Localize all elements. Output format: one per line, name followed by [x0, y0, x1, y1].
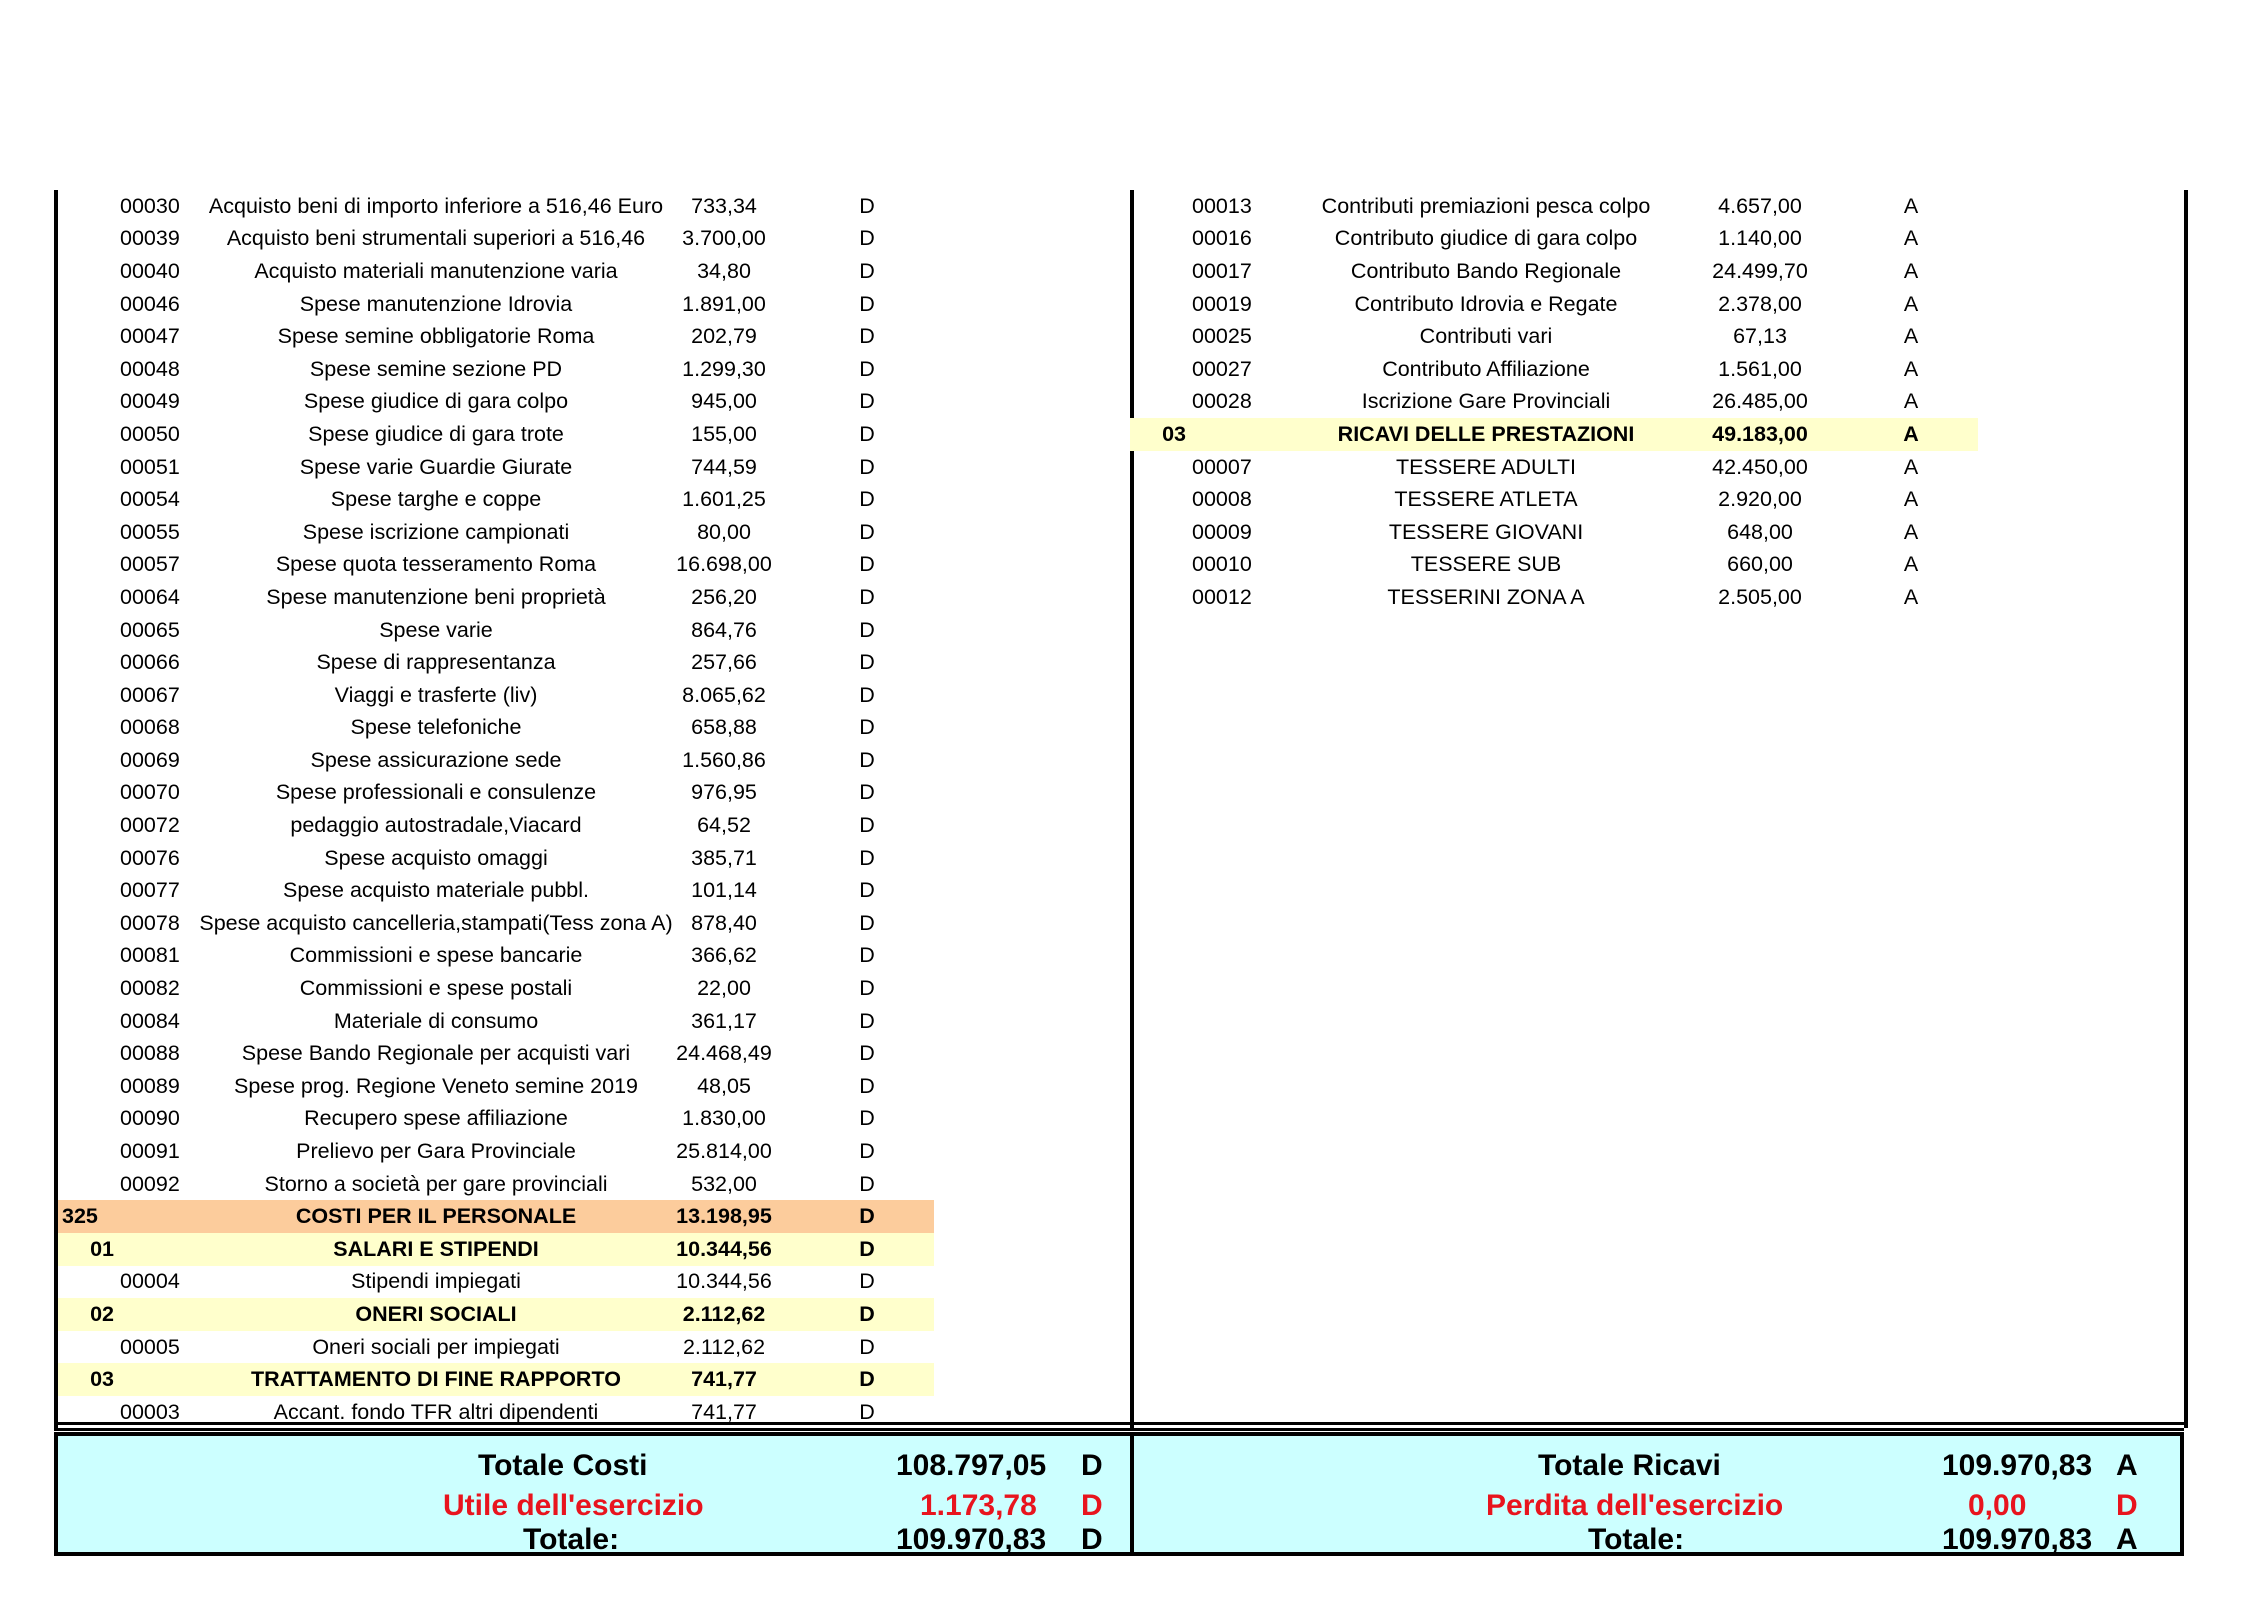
account-amount: 660,00 [1727, 552, 1793, 577]
row-code-cell [1186, 418, 1296, 451]
account-amount: 945,00 [691, 389, 757, 414]
account-sign: D [859, 976, 875, 1001]
account-amount: 22,00 [697, 976, 751, 1001]
account-amount: 24.499,70 [1712, 258, 1808, 283]
account-amount: 1.830,00 [682, 1106, 766, 1131]
totale-ricavi-label: Totale Ricavi [1538, 1449, 1721, 1482]
account-description: Stipendi impiegati [351, 1269, 521, 1294]
account-description: Recupero spese affiliazione [304, 1106, 568, 1131]
account-description: Spese professionali e consulenze [275, 780, 597, 805]
account-sign: A [1903, 389, 1919, 414]
account-amount: 16.698,00 [676, 552, 772, 577]
row-lead-cell [1130, 516, 1186, 549]
account-amount: 741,77 [691, 1399, 757, 1424]
account-sign: D [859, 1041, 875, 1066]
account-amount: 42.450,00 [1712, 454, 1808, 479]
account-code: 00047 [120, 324, 180, 349]
row-lead-cell [58, 581, 114, 614]
account-code: 00010 [1192, 552, 1252, 577]
row-lead-cell [58, 1103, 114, 1136]
account-sign: D [859, 1399, 875, 1424]
totale-costi-amount: 108.797,05 [896, 1449, 1047, 1482]
account-sign: D [859, 324, 875, 349]
row-lead-cell [58, 874, 114, 907]
account-code: 00065 [120, 617, 180, 642]
account-sign: D [859, 389, 875, 414]
row-lead-cell [58, 190, 114, 223]
totale-left-amount: 109.970,83 [896, 1523, 1047, 1556]
totale-right-label: Totale: [1588, 1523, 1685, 1556]
subgroup-code: 03 [1130, 418, 1186, 451]
account-sign: A [1903, 258, 1919, 283]
group-description: RICAVI DELLE PRESTAZIONI [1296, 418, 1676, 451]
account-description: Spese targhe e coppe [330, 487, 542, 512]
account-amount: 532,00 [691, 1171, 757, 1196]
account-code: 00046 [120, 291, 180, 316]
utile-amount: 1.173,78 [920, 1489, 1037, 1522]
account-description: TESSERE ATLETA [1394, 487, 1578, 512]
row-lead-cell [58, 646, 114, 679]
account-amount: 366,62 [691, 943, 757, 968]
account-sign: D [859, 650, 875, 675]
row-lead-cell [1130, 320, 1186, 353]
account-code: 00069 [120, 747, 180, 772]
utile-sign: D [1081, 1489, 1103, 1522]
account-code: 00054 [120, 487, 180, 512]
account-amount: 648,00 [1727, 519, 1793, 544]
account-description: Spese semine obbligatorie Roma [277, 324, 595, 349]
account-sign: D [859, 552, 875, 577]
account-code: 00039 [120, 226, 180, 251]
account-sign: D [800, 1233, 934, 1266]
account-code: 00050 [120, 421, 180, 446]
row-lead-cell [58, 288, 114, 321]
account-sign: D [859, 845, 875, 870]
account-code: 00067 [120, 682, 180, 707]
account-code: 00017 [1192, 258, 1252, 283]
account-sign: D [859, 519, 875, 544]
account-sign: D [859, 715, 875, 740]
account-description: Spese semine sezione PD [309, 356, 563, 381]
account-amount: 2.505,00 [1718, 584, 1802, 609]
group-code: 325 [58, 1200, 114, 1233]
account-sign: D [859, 291, 875, 316]
account-sign: D [859, 943, 875, 968]
account-code: 00013 [1192, 193, 1252, 218]
account-description: Contributi premiazioni pesca colpo [1321, 193, 1651, 218]
row-code-cell [114, 1298, 224, 1331]
account-sign: A [1903, 454, 1919, 479]
totale-costi-sign: D [1081, 1449, 1103, 1482]
row-lead-cell [58, 418, 114, 451]
account-code: 00066 [120, 650, 180, 675]
account-code: 00070 [120, 780, 180, 805]
account-amount: 8.065,62 [682, 682, 766, 707]
account-amount: 34,80 [697, 258, 751, 283]
account-code: 00078 [120, 910, 180, 935]
account-sign: D [859, 1106, 875, 1131]
row-lead-cell [58, 777, 114, 810]
costs-grid [58, 190, 934, 1429]
account-amount: 385,71 [691, 845, 757, 870]
row-lead-cell [58, 353, 114, 386]
account-sign: D [800, 1298, 934, 1331]
row-lead-cell [1130, 255, 1186, 288]
account-description: Spese assicurazione sede [310, 747, 562, 772]
subgroup-code: 03 [58, 1363, 114, 1396]
account-sign: A [1903, 552, 1919, 577]
account-description: Spese prog. Regione Veneto semine 2019 [233, 1073, 639, 1098]
row-lead-cell [58, 1037, 114, 1070]
account-amount: 864,76 [691, 617, 757, 642]
account-sign: D [859, 487, 875, 512]
group-description: COSTI PER IL PERSONALE [224, 1200, 648, 1233]
account-sign: D [859, 780, 875, 805]
account-sign: D [859, 617, 875, 642]
row-lead-cell [1130, 549, 1186, 582]
account-description: Contributo Affiliazione [1382, 356, 1590, 381]
account-description: Spese Bando Regionale per acquisti vari [241, 1041, 631, 1066]
account-description: Oneri sociali per impiegati [312, 1334, 560, 1359]
totale-costi-label: Totale Costi [478, 1449, 648, 1482]
row-lead-cell [58, 842, 114, 875]
account-amount: 733,34 [691, 193, 757, 218]
row-lead-cell [58, 451, 114, 484]
double-rule-divider [54, 1422, 2184, 1431]
account-sign: D [859, 682, 875, 707]
account-description: pedaggio autostradale,Viacard [290, 813, 582, 838]
account-amount: 2.112,62 [648, 1298, 800, 1331]
account-sign: D [859, 910, 875, 935]
account-amount: 155,00 [691, 421, 757, 446]
row-lead-cell [58, 614, 114, 647]
group-description: SALARI E STIPENDI [224, 1233, 648, 1266]
account-sign: A [1903, 356, 1919, 381]
account-code: 00003 [120, 1399, 180, 1424]
account-description: Spese acquisto cancelleria,stampati(Tess zona A) [199, 910, 673, 935]
revenues-table [1130, 190, 2188, 1428]
row-lead-cell [58, 1135, 114, 1168]
account-code: 00048 [120, 356, 180, 381]
row-lead-cell [1130, 223, 1186, 256]
account-amount: 1.560,86 [682, 747, 766, 772]
account-description: Spese giudice di gara colpo [303, 389, 569, 414]
account-description: Prelievo per Gara Provinciale [296, 1139, 576, 1164]
account-description: Contributi vari [1419, 324, 1553, 349]
row-lead-cell [58, 679, 114, 712]
row-lead-cell [1130, 353, 1186, 386]
account-amount: 64,52 [697, 813, 751, 838]
account-code: 00084 [120, 1008, 180, 1033]
account-description: Spese giudice di gara trote [308, 421, 564, 446]
account-sign: D [859, 356, 875, 381]
account-code: 00040 [120, 258, 180, 283]
row-lead-cell [58, 940, 114, 973]
row-lead-cell [58, 516, 114, 549]
account-code: 00064 [120, 584, 180, 609]
account-sign: D [859, 813, 875, 838]
row-lead-cell [58, 223, 114, 256]
account-code: 00055 [120, 519, 180, 544]
revenues-grid [1130, 190, 2184, 614]
account-description: Spese quota tesseramento Roma [275, 552, 597, 577]
account-description: Accant. fondo TFR altri dipendenti [273, 1399, 599, 1424]
totale-final-row [58, 1520, 2180, 1560]
row-lead-cell [58, 1005, 114, 1038]
totale-left-sign: D [1081, 1523, 1103, 1556]
account-code: 00012 [1192, 584, 1252, 609]
account-description: Spese manutenzione Idrovia [299, 291, 573, 316]
account-amount: 1.561,00 [1718, 356, 1802, 381]
account-sign: D [800, 1363, 934, 1396]
row-lead-cell [1130, 451, 1186, 484]
account-code: 00049 [120, 389, 180, 414]
account-amount: 744,59 [691, 454, 757, 479]
account-description: Acquisto beni strumentali superiori a 516,46 [226, 226, 646, 251]
account-amount: 1.140,00 [1718, 226, 1802, 251]
account-code: 00007 [1192, 454, 1252, 479]
account-amount: 658,88 [691, 715, 757, 740]
account-amount: 1.299,30 [682, 356, 766, 381]
account-sign: D [859, 584, 875, 609]
row-code-cell [114, 1363, 224, 1396]
account-description: Iscrizione Gare Provinciali [1361, 389, 1611, 414]
account-sign: A [1903, 487, 1919, 512]
account-code: 00009 [1192, 519, 1252, 544]
row-lead-cell [1130, 581, 1186, 614]
row-lead-cell [58, 255, 114, 288]
account-code: 00090 [120, 1106, 180, 1131]
account-amount: 3.700,00 [682, 226, 766, 251]
account-code: 00057 [120, 552, 180, 577]
row-lead-cell [58, 1331, 114, 1364]
account-amount: 101,14 [691, 878, 757, 903]
account-amount: 361,17 [691, 1008, 757, 1033]
account-description: TESSERE GIOVANI [1388, 519, 1584, 544]
row-lead-cell [58, 744, 114, 777]
account-sign: D [859, 193, 875, 218]
account-description: TESSERE ADULTI [1395, 454, 1576, 479]
account-sign: D [859, 454, 875, 479]
row-lead-cell [58, 320, 114, 353]
row-lead-cell [58, 549, 114, 582]
account-amount: 256,20 [691, 584, 757, 609]
account-description: TESSERINI ZONA A [1387, 584, 1585, 609]
row-lead-cell [58, 386, 114, 419]
row-lead-cell [58, 712, 114, 745]
account-amount: 10.344,56 [676, 1269, 772, 1294]
account-sign: D [859, 1139, 875, 1164]
account-description: Viaggi e trasferte (liv) [334, 682, 538, 707]
perdita-sign: D [2116, 1489, 2138, 1522]
account-description: Commissioni e spese bancarie [289, 943, 583, 968]
account-code: 00092 [120, 1171, 180, 1196]
totale-left-label: Totale: [523, 1523, 620, 1556]
row-lead-cell [1130, 483, 1186, 516]
account-code: 00008 [1192, 487, 1252, 512]
row-lead-cell [58, 1266, 114, 1299]
account-sign: D [859, 1269, 875, 1294]
account-sign: A [1903, 584, 1919, 609]
account-code: 00068 [120, 715, 180, 740]
account-sign: D [859, 1171, 875, 1196]
account-description: TESSERE SUB [1410, 552, 1562, 577]
account-description: Spese acquisto materiale pubbl. [283, 878, 589, 903]
account-code: 00077 [120, 878, 180, 903]
account-amount: 4.657,00 [1718, 193, 1802, 218]
row-lead-cell [1130, 386, 1186, 419]
account-description: Storno a società per gare provinciali [264, 1171, 608, 1196]
account-description: Spese varie [379, 617, 493, 642]
account-amount: 878,40 [691, 910, 757, 935]
account-amount: 80,00 [697, 519, 751, 544]
row-lead-cell [58, 809, 114, 842]
account-description: Commissioni e spese postali [299, 976, 573, 1001]
row-code-cell [114, 1200, 224, 1233]
account-code: 00081 [120, 943, 180, 968]
account-code: 00076 [120, 845, 180, 870]
account-amount: 741,77 [648, 1363, 800, 1396]
row-lead-cell [58, 972, 114, 1005]
account-description: Contributo Bando Regionale [1350, 258, 1622, 283]
account-sign: A [1903, 324, 1919, 349]
account-amount: 25.814,00 [676, 1139, 772, 1164]
account-amount: 202,79 [691, 324, 757, 349]
account-description: Spese varie Guardie Giurate [299, 454, 573, 479]
totale-right-amount: 109.970,83 [1942, 1523, 2093, 1556]
row-lead-cell [58, 1070, 114, 1103]
account-sign: D [859, 878, 875, 903]
account-amount: 13.198,95 [648, 1200, 800, 1233]
row-lead-cell [58, 1168, 114, 1201]
row-lead-cell [1130, 288, 1186, 321]
account-code: 00005 [120, 1334, 180, 1359]
account-amount: 26.485,00 [1712, 389, 1808, 414]
account-code: 00030 [120, 193, 180, 218]
account-code: 00089 [120, 1073, 180, 1098]
subgroup-code: 02 [58, 1298, 114, 1331]
account-amount: 2.112,62 [682, 1334, 766, 1359]
account-sign: D [800, 1200, 934, 1233]
account-code: 00028 [1192, 389, 1252, 414]
account-amount: 257,66 [691, 650, 757, 675]
account-description: Materiale di consumo [333, 1008, 539, 1033]
account-description: Acquisto beni di importo inferiore a 516,46 Euro [208, 193, 664, 218]
account-sign: D [859, 421, 875, 446]
account-code: 00027 [1192, 356, 1252, 381]
account-amount: 67,13 [1733, 324, 1787, 349]
row-code-cell [114, 1233, 224, 1266]
account-sign: A [1844, 418, 1978, 451]
row-lead-cell [1130, 190, 1186, 223]
perdita-amount: 0,00 [1968, 1489, 2027, 1522]
account-sign: D [859, 747, 875, 772]
account-amount: 49.183,00 [1676, 418, 1844, 451]
account-code: 00088 [120, 1041, 180, 1066]
account-sign: D [859, 258, 875, 283]
account-amount: 1.891,00 [682, 291, 766, 316]
totale-right-sign: A [2116, 1523, 2138, 1556]
account-amount: 2.378,00 [1718, 291, 1802, 316]
account-description: Spese di rappresentanza [316, 650, 556, 675]
account-code: 00072 [120, 813, 180, 838]
account-code: 00051 [120, 454, 180, 479]
account-description: Spese manutenzione beni proprietà [266, 584, 606, 609]
account-sign: A [1903, 193, 1919, 218]
account-code: 00004 [120, 1269, 180, 1294]
account-sign: A [1903, 226, 1919, 251]
account-sign: D [859, 1334, 875, 1359]
account-amount: 976,95 [691, 780, 757, 805]
account-description: Spese telefoniche [350, 715, 522, 740]
totale-ricavi-amount: 109.970,83 [1942, 1449, 2093, 1482]
totale-ricavi-sign: A [2116, 1449, 2138, 1482]
costs-table [54, 190, 1134, 1428]
utile-label: Utile dell'esercizio [443, 1489, 704, 1522]
account-description: Acquisto materiali manutenzione varia [254, 258, 618, 283]
account-description: Spese iscrizione campionati [302, 519, 570, 544]
group-description: TRATTAMENTO DI FINE RAPPORTO [224, 1363, 648, 1396]
account-amount: 2.920,00 [1718, 487, 1802, 512]
account-code: 00025 [1192, 324, 1252, 349]
account-amount: 10.344,56 [648, 1233, 800, 1266]
account-code: 00091 [120, 1139, 180, 1164]
row-lead-cell [58, 907, 114, 940]
perdita-label: Perdita dell'esercizio [1486, 1489, 1784, 1522]
account-sign: D [859, 1073, 875, 1098]
subgroup-code: 01 [58, 1233, 114, 1266]
account-sign: D [859, 226, 875, 251]
account-amount: 1.601,25 [682, 487, 766, 512]
account-code: 00082 [120, 976, 180, 1001]
account-amount: 48,05 [697, 1073, 751, 1098]
account-sign: D [859, 1008, 875, 1033]
account-code: 00019 [1192, 291, 1252, 316]
account-sign: A [1903, 519, 1919, 544]
account-sign: A [1903, 291, 1919, 316]
totale-costi-row [58, 1446, 2180, 1486]
account-amount: 24.468,49 [676, 1041, 772, 1066]
account-description: Contributo giudice di gara colpo [1334, 226, 1638, 251]
account-description: Contributo Idrovia e Regate [1354, 291, 1618, 316]
group-description: ONERI SOCIALI [224, 1298, 648, 1331]
row-lead-cell [58, 483, 114, 516]
account-code: 00016 [1192, 226, 1252, 251]
totals-section [54, 1432, 2184, 1556]
account-description: Spese acquisto omaggi [324, 845, 548, 870]
